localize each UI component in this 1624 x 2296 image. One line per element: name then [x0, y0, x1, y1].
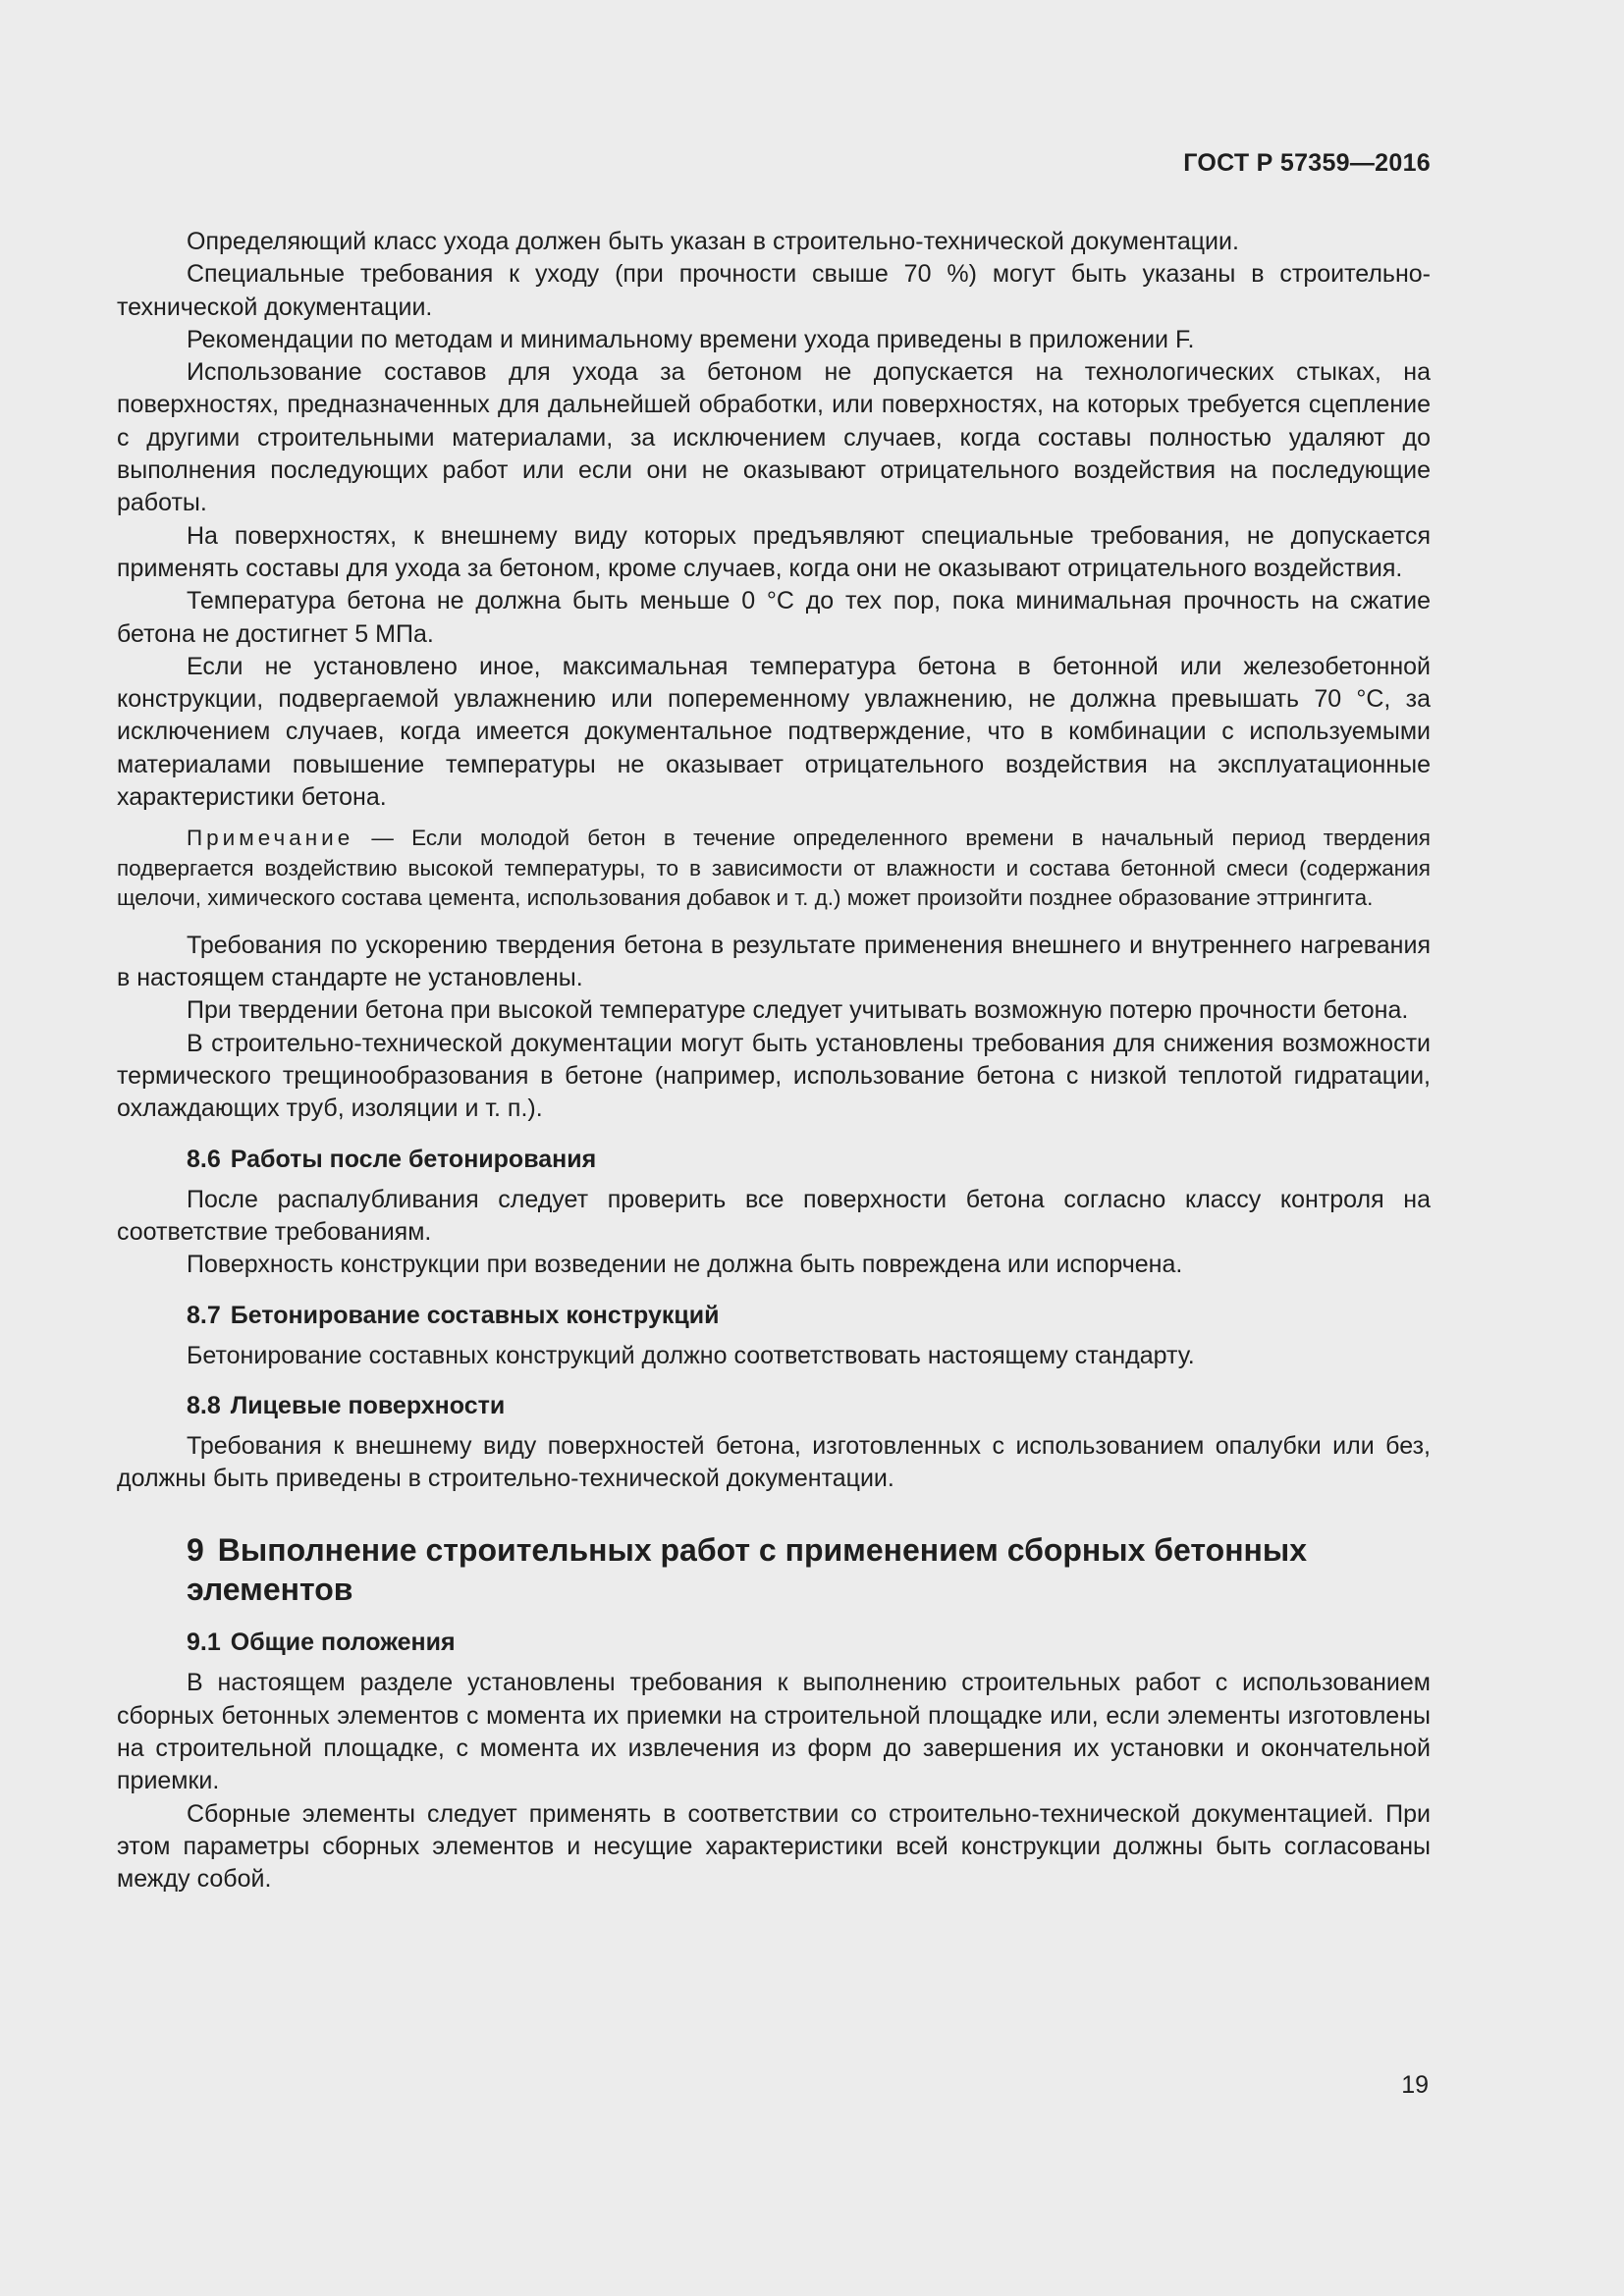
paragraph: Если не установлено иное, максимальная температура бетона в бетонной или железобетонной конструкции, подвергаемой увлажнению или попеременному увлажнению, не должна превышать 70 °C, за исключением случаев, когда имеется документальное подтверждение, что в комбинации с используемыми материалами повышение температуры не оказывает отрицательного воздействия на эксплуатационные характеристики бетона. [117, 652, 1431, 812]
paragraph: В настоящем разделе установлены требования к выполнению строительных работ с использованием сборных бетонных элементов с момента их приемки на строительной площадке или, если элементы изготовлены на строительной площадке, с момента их извлечения из форм до завершения их установки и окончательной приемки. [117, 1669, 1431, 1795]
document-code-header: ГОСТ Р 57359—2016 [1183, 149, 1431, 177]
subsection-number: 8.6 [187, 1145, 221, 1173]
subsection-number: 9.1 [187, 1629, 221, 1657]
subsection-title: Бетонирование составных конструкций [230, 1301, 720, 1329]
paragraph: На поверхностях, к внешнему виду которых предъявляют специальные требования, не допускается применять составы для ухода за бетоном, кроме случаев, когда они не оказывают отрицательного воздействия. [117, 521, 1431, 582]
note [117, 824, 1431, 914]
paragraph: Температура бетона не должна быть меньше 0 °C до тех пор, пока минимальная прочность на сжатие бетона не достигнет 5 МПа. [117, 587, 1431, 648]
paragraph: Использование составов для ухода за бетоном не допускается на технологических стыках, на поверхностях, предназначенных для дальнейшей обработки, или поверхностях, на которых требуется сцепление с другими строительными материалами, за исключением случаев, когда составы полностью удаляют до выполнения последующих работ или если они не оказывают отрицательного воздействия на последующие работы. [117, 358, 1431, 517]
subsection-heading-9-1 [187, 1627, 1431, 1659]
section-number: 9 [187, 1532, 204, 1569]
subsection-heading-8-8 [187, 1390, 1431, 1422]
subsection-heading-8-6 [187, 1144, 1431, 1176]
subsection-title: Общие положения [230, 1629, 456, 1657]
paragraph: В строительно-технической документации могут быть установлены требования для снижения возможности термического трещинообразования в бетоне (например, использование бетона с низкой теплотой гидратации, охлаждающих труб, изоляции и т. п.). [117, 1029, 1431, 1123]
subsection-heading-8-7 [187, 1300, 1431, 1332]
section-heading-9 [187, 1530, 1431, 1609]
page-number: 19 [1401, 2071, 1429, 2099]
paragraph: Требования к внешнему виду поверхностей бетона, изготовленных с использованием опалубки или без, должны быть приведены в строительно-технической документации. [117, 1431, 1431, 1493]
paragraph: Сборные элементы следует применять в соответствии со строительно-технической документацией. При этом параметры сборных элементов и несущие характеристики всей конструкции должны быть согласованы между собой. [117, 1799, 1431, 1894]
note-text: — Если молодой бетон в течение определенного времени в начальный период твердения подвергается воздействию высокой температуры, то в зависимости от влажности и состава бетонной смеси (содержания щелочи, химического состава цемента, использования добавок и т. д.) может произойти позднее образование эттрингита. [117, 826, 1431, 911]
subsection-number: 8.8 [187, 1391, 221, 1419]
paragraph: Определяющий класс ухода должен быть указан в строительно-технической документации. [187, 228, 1239, 255]
subsection-number: 8.7 [187, 1301, 221, 1329]
page-content [117, 226, 1431, 1896]
paragraph: Требования по ускорению твердения бетона в результате применения внешнего и внутреннего нагревания в настоящем стандарте не установлены. [117, 931, 1431, 992]
paragraph: После распалубливания следует проверить все поверхности бетона согласно классу контроля на соответствие требованиям. [117, 1185, 1431, 1246]
paragraph: Бетонирование составных конструкций должно соответствовать настоящему стандарту. [187, 1341, 1195, 1369]
paragraph: При твердении бетона при высокой температуре следует учитывать возможную потерю прочности бетона. [187, 996, 1409, 1025]
section-title: Выполнение строительных работ с применением сборных бетонных элементов [187, 1532, 1307, 1608]
subsection-title: Лицевые поверхности [230, 1391, 506, 1419]
subsection-title: Работы после бетонирования [230, 1145, 597, 1173]
paragraph: Рекомендации по методам и минимальному времени ухода приведены в приложении F. [187, 325, 1195, 353]
paragraph: Поверхность конструкции при возведении не должна быть повреждена или испорчена. [187, 1251, 1183, 1279]
note-label: Примечание [187, 826, 354, 851]
paragraph: Специальные требования к уходу (при прочности свыше 70 %) могут быть указаны в строительно-технической документации. [117, 260, 1431, 321]
